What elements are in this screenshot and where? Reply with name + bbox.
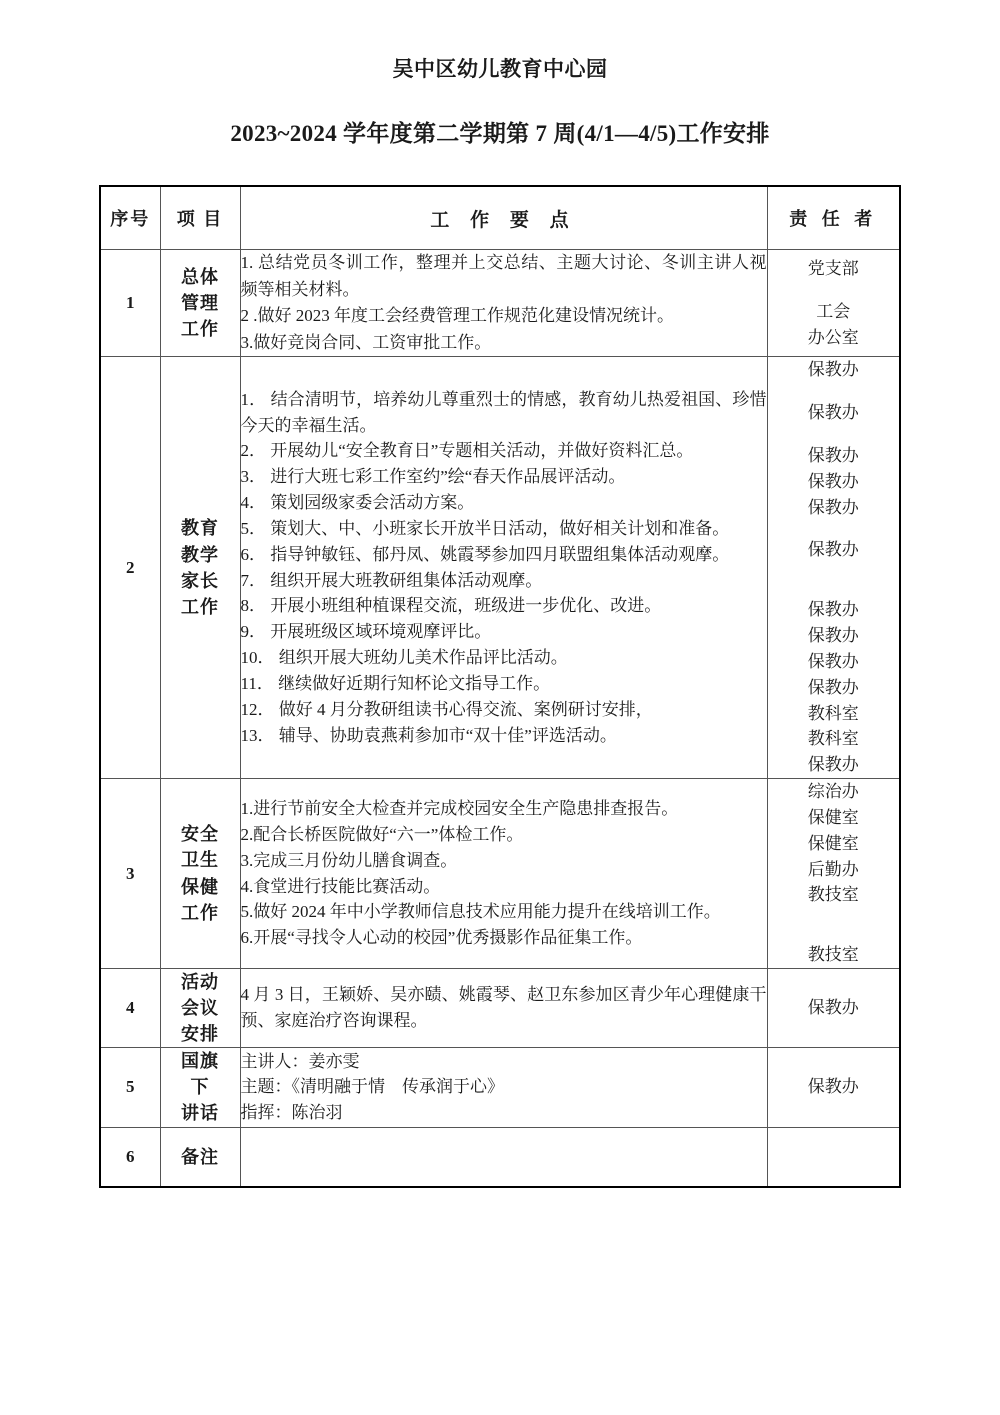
organization-title: 吴中区幼儿教育中心园 (392, 57, 608, 81)
row-responsible (767, 779, 900, 969)
responsible-item: 保教办 (807, 626, 859, 646)
project-line: 下 (190, 1077, 210, 1098)
row-number: 1 (100, 250, 160, 357)
work-point-item: 主讲人：姜亦雯 (240, 1051, 360, 1071)
header-cell-points: 工 作 要 点 (240, 186, 767, 250)
row-project (160, 250, 240, 357)
work-point-item: 4.食堂进行技能比赛活动。 (240, 876, 441, 896)
work-point-item: 2.配合长桥医院做好“六一”体检工作。 (240, 824, 524, 844)
project-line: 家长 (181, 570, 219, 591)
responsible-item: 教技室 (807, 885, 859, 905)
header-cell-no: 序号 (100, 186, 160, 250)
project-line: 工作 (181, 596, 219, 617)
project-line: 教学 (181, 544, 219, 565)
work-point-item: 5． 策划大、中、小班家长开放半日活动，做好相关计划和准备。 (240, 518, 730, 538)
work-point-item: 8． 开展小班组种植课程交流，班级进一步优化、改进。 (240, 596, 662, 616)
project-line: 保健 (181, 876, 219, 897)
work-point-item: 6． 指导钟敏钰、郁丹凤、姚霞琴参加四月联盟组集体活动观摩。 (240, 544, 730, 564)
work-point-item: 4． 策划园级家委会活动方案。 (240, 493, 475, 513)
work-point-item: 3． 进行大班七彩工作室约”绘“春天作品展评活动。 (240, 467, 626, 487)
work-point-item: 1． 结合清明节，培养幼儿尊重烈士的情感，教育幼儿热爱祖国、珍惜今天的幸福生活。 (240, 389, 767, 435)
row-project (160, 779, 240, 969)
responsible-item: 保教办 (807, 360, 859, 380)
table-row (100, 1127, 900, 1187)
page-title: 2023~2024 学年度第二学期第 7 周(4/1—4/5)工作安排 (230, 121, 770, 147)
row-project (160, 1127, 240, 1187)
row-responsible (767, 357, 900, 779)
project-line: 教育 (181, 518, 219, 539)
responsible-item: 保教办 (807, 1077, 859, 1097)
row-number: 2 (100, 357, 160, 779)
row-number: 4 (100, 968, 160, 1047)
table-row (100, 1048, 900, 1127)
project-line: 安全 (181, 824, 219, 845)
responsible-item: 保教办 (807, 471, 859, 491)
project-line: 安排 (181, 1024, 219, 1045)
work-point-item: 2． 开展幼儿“安全教育日”专题相关活动，并做好资料汇总。 (240, 441, 694, 461)
work-point-item: 5.做好 2024 年中小学教师信息技术应用能力提升在线培训工作。 (240, 902, 721, 922)
row-work-points (240, 1127, 767, 1187)
work-point-item: 10． 组织开展大班幼儿美术作品评比活动。 (240, 648, 568, 668)
work-point-item: 4 月 3 日，王颖娇、吴亦赜、姚霞琴、赵卫东参加区青少年心理健康干预、家庭治疗咨询课程。 (240, 985, 767, 1031)
work-point-item: 9． 开展班级区域环境观摩评比。 (240, 622, 492, 642)
work-point-item: 1. 总结党员冬训工作，整理并上交总结、主题大讨论、冬训主讲人视频等相关材料。 (240, 253, 767, 299)
work-point-item: 主题：《清明融于情 传承润于心》 (240, 1077, 504, 1097)
row-project (160, 357, 240, 779)
responsible-spacer (768, 282, 900, 299)
work-point-item: 2 .做好 2023 年度工会经费管理工作规范化建设情况统计。 (240, 306, 674, 326)
project-line: 会议 (181, 998, 219, 1019)
responsible-item: 保教办 (807, 651, 859, 671)
project-line: 国旗 (181, 1051, 219, 1072)
row-work-points (240, 357, 767, 779)
table-row (100, 968, 900, 1047)
row-number: 5 (100, 1048, 160, 1127)
responsible-item: 后勤办 (807, 859, 859, 879)
responsible-item: 保教办 (807, 403, 859, 423)
row-responsible (767, 1048, 900, 1127)
responsible-spacer (768, 908, 900, 942)
table-row (100, 250, 900, 357)
row-work-points (240, 1048, 767, 1127)
row-number: 3 (100, 779, 160, 969)
project-line: 卫生 (181, 850, 219, 871)
work-point-item: 11． 继续做好近期行知杯论文指导工作。 (240, 673, 551, 693)
responsible-item: 保教办 (807, 497, 859, 517)
responsible-item: 保教办 (807, 600, 859, 620)
responsible-spacer (768, 563, 900, 597)
work-point-item: 6.开展“寻找令人心动的校园”优秀摄影作品征集工作。 (240, 928, 643, 948)
responsible-item: 保教办 (807, 445, 859, 465)
project-line: 活动 (181, 971, 219, 992)
row-number: 6 (100, 1127, 160, 1187)
row-work-points (240, 968, 767, 1047)
responsible-item: 教技室 (807, 945, 859, 965)
project-line: 备注 (181, 1146, 219, 1167)
row-responsible (767, 968, 900, 1047)
project-line: 讲话 (181, 1103, 219, 1124)
responsible-item: 教科室 (807, 703, 859, 723)
responsible-item: 保教办 (807, 540, 859, 560)
table-row (100, 357, 900, 779)
responsible-spacer (768, 520, 900, 537)
project-line: 管理 (181, 293, 219, 314)
row-work-points (240, 779, 767, 969)
responsible-item: 综治办 (807, 782, 859, 802)
document-header (0, 0, 1000, 149)
work-point-item: 3.做好竞岗合同、工资审批工作。 (240, 332, 492, 352)
row-responsible (767, 1127, 900, 1187)
header-cell-project: 项 目 (160, 186, 240, 250)
work-point-item: 1.进行节前安全大检查并完成校园安全生产隐患排查报告。 (240, 799, 679, 819)
responsible-item: 保健室 (807, 807, 859, 827)
row-responsible (767, 250, 900, 357)
project-line: 总体 (181, 267, 219, 288)
responsible-spacer (768, 426, 900, 443)
work-point-item: 13． 辅导、协助袁燕莉参加市“双十佳”评选活动。 (240, 725, 617, 745)
schedule-table-wrapper (99, 149, 901, 1187)
row-project (160, 968, 240, 1047)
responsible-item: 工会 (816, 301, 851, 321)
responsible-item: 党支部 (807, 258, 859, 278)
row-project (160, 1048, 240, 1127)
responsible-item: 保教办 (807, 677, 859, 697)
table-row (100, 779, 900, 969)
project-line: 工作 (181, 319, 219, 340)
responsible-spacer (768, 383, 900, 400)
responsible-item: 保教办 (807, 755, 859, 775)
work-point-item: 3.完成三月份幼儿膳食调查。 (240, 850, 458, 870)
responsible-item: 保健室 (807, 833, 859, 853)
work-point-item: 12． 做好 4 月分教研组读书心得交流、案例研讨安排， (240, 699, 653, 719)
table-header-row (100, 186, 900, 250)
responsible-item: 办公室 (807, 327, 859, 347)
project-line: 工作 (181, 902, 219, 923)
weekly-schedule-table (99, 185, 901, 1187)
responsible-item: 教科室 (807, 729, 859, 749)
work-point-item: 7． 组织开展大班教研组集体活动观摩。 (240, 570, 543, 590)
header-cell-responsible: 责 任 者 (767, 186, 900, 250)
work-point-item: 指挥：陈治羽 (240, 1103, 343, 1123)
responsible-item: 保教办 (807, 998, 859, 1018)
row-work-points (240, 250, 767, 357)
